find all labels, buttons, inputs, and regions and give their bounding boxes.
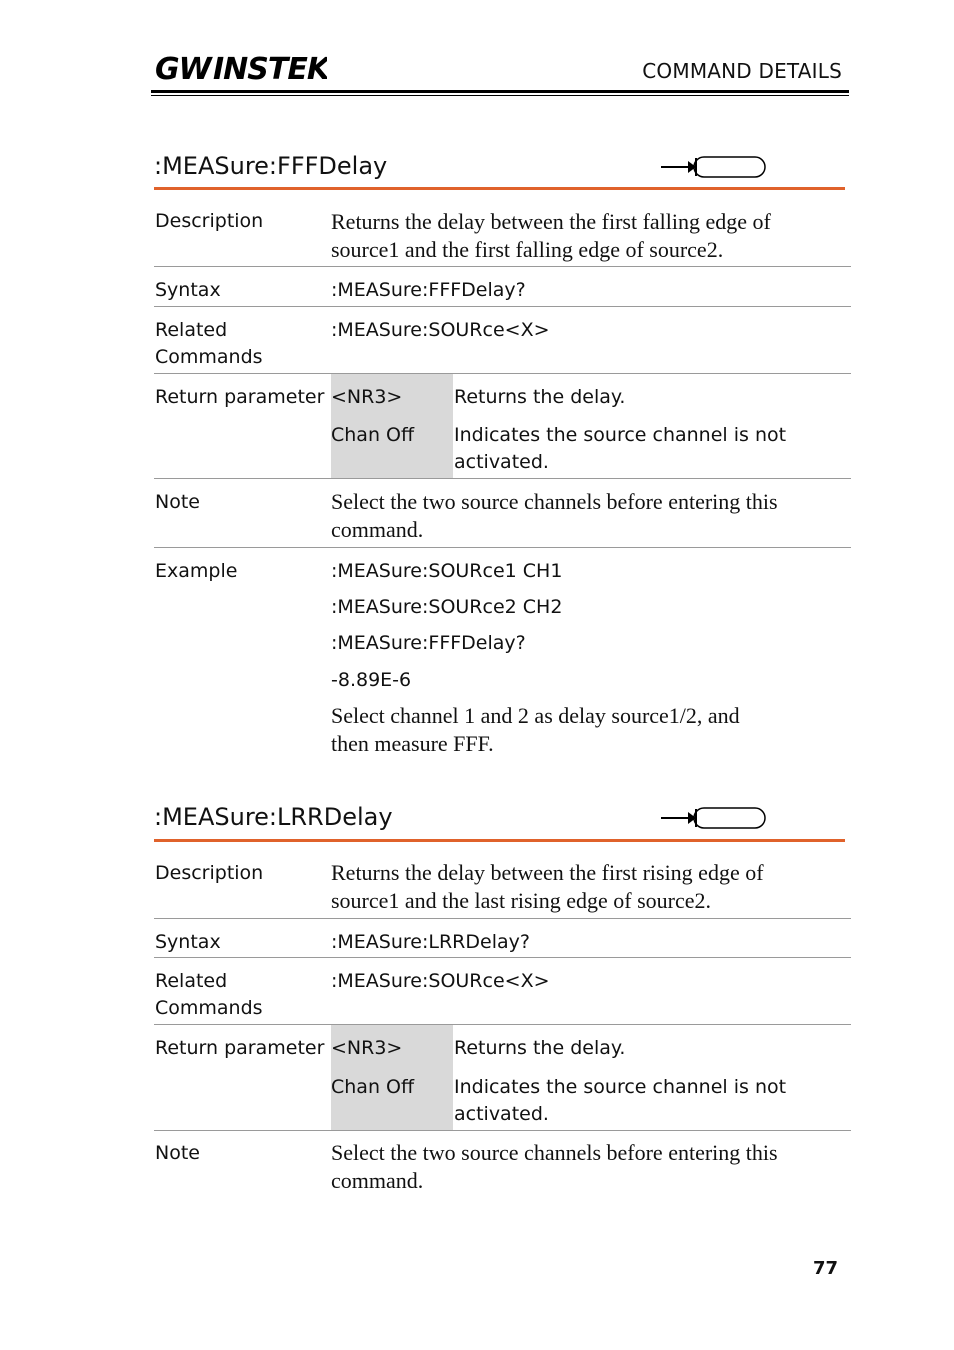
label-description: Description [155,862,264,884]
row-divider [154,918,851,919]
label-related: Related Commands [155,319,263,368]
return-param: Chan Off [331,424,415,446]
related-commands: :MEASure:SOURce<X> [331,319,550,341]
return-param: <NR3> [331,386,403,408]
label-description: Description [155,210,264,232]
header-rule [151,90,849,93]
title-underline [154,187,845,190]
return-desc: Returns the delay. [454,386,626,408]
example-line: -8.89E-6 [331,669,412,691]
return-desc: Indicates the source channel is not activated. [454,424,787,473]
row-divider [154,957,851,958]
query-arrow-icon [660,154,768,180]
gw-instek-logo [155,52,327,86]
label-return: Return parameter [155,386,325,408]
command-title: :MEASure:LRRDelay [154,803,393,831]
row-divider [154,266,851,267]
example-line: :MEASure:FFFDelay? [331,632,526,654]
label-related: Related Commands [155,970,263,1019]
description-text: Returns the delay between the first rising edge of source1 and the last rising edge of source2. [331,860,764,913]
return-desc: Indicates the source channel is not activated. [454,1076,787,1125]
svg-text:GW: GW [155,52,211,82]
label-example: Example [155,560,238,582]
section-label: COMMAND DETAILS [642,59,842,83]
label-note: Note [155,1142,200,1164]
example-explanation: Select channel 1 and 2 as delay source1/2, and then measure FFF. [331,703,740,756]
title-underline [154,839,845,842]
query-arrow-icon [660,805,768,831]
page-number: 77 [813,1258,839,1279]
svg-text:INSTEK: INSTEK [213,52,327,82]
label-syntax: Syntax [155,931,221,953]
row-divider [154,1024,851,1025]
syntax-text: :MEASure:FFFDelay? [331,279,526,301]
note-text: Select the two source channels before entering this command. [331,1140,778,1193]
label-note: Note [155,491,200,513]
label-return: Return parameter [155,1037,325,1059]
label-syntax: Syntax [155,279,221,301]
row-divider [154,1130,851,1131]
row-divider [154,306,851,307]
example-line: :MEASure:SOURce2 CH2 [331,596,563,618]
row-divider [154,547,851,548]
command-title: :MEASure:FFFDelay [154,152,388,180]
row-divider [154,478,851,479]
return-param: <NR3> [331,1037,403,1059]
syntax-text: :MEASure:LRRDelay? [331,931,530,953]
description-text: Returns the delay between the first falling edge of source1 and the first falling edge of source2. [331,209,771,262]
note-text: Select the two source channels before entering this command. [331,489,778,542]
example-line: :MEASure:SOURce1 CH1 [331,560,563,582]
return-desc: Returns the delay. [454,1037,626,1059]
row-divider [154,373,851,374]
related-commands: :MEASure:SOURce<X> [331,970,550,992]
header-rule-thin [151,95,849,96]
return-param: Chan Off [331,1076,415,1098]
